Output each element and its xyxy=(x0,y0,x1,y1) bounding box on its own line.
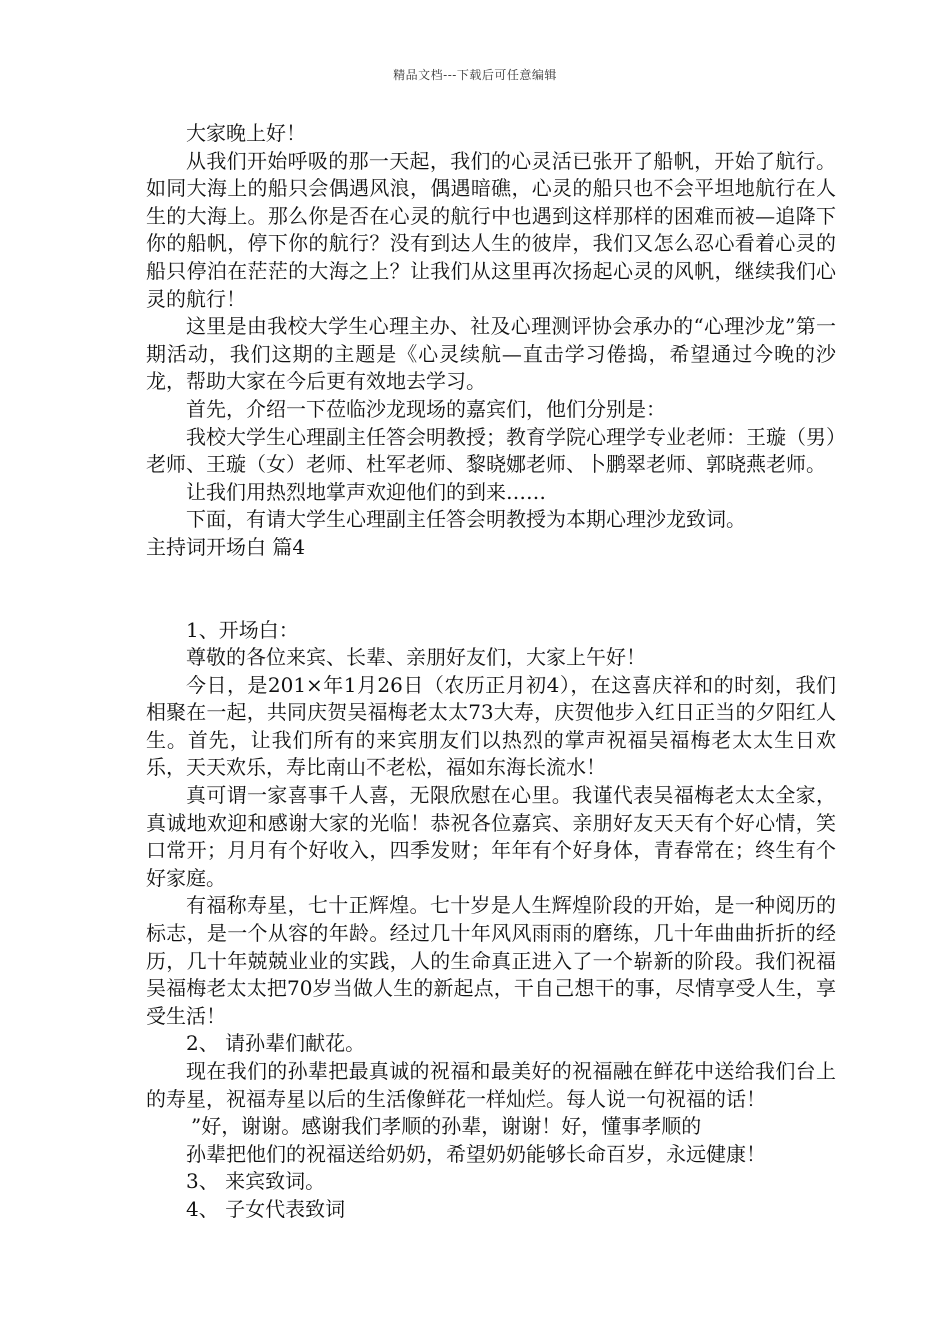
paragraph: 孙辈把他们的祝福送给奶奶，希望奶奶能够长命百岁，永远健康！ xyxy=(186,1141,766,1166)
page-header: 精品文档---下载后可任意编辑 xyxy=(393,68,557,82)
list-item: 1、开场白： xyxy=(186,617,299,642)
paragraph: 我校大学生心理副主任答会明教授；教育学院心理学专业老师：王璇（男）老师、王璇（女）老师、杜军老师、黎晓娜老师、卜鹏翠老师、郭晓燕老师。 xyxy=(146,424,836,477)
paragraph: ”好，谢谢。感谢我们孝顺的孙辈，谢谢！好，懂事孝顺的 xyxy=(191,1114,702,1139)
paragraph: 首先，介绍一下莅临沙龙现场的嘉宾们，他们分别是： xyxy=(186,396,666,421)
paragraph: 真可谓一家喜事千人喜，无限欣慰在心里。我谨代表吴福梅老太太全家，真诚地欢迎和感谢大家的光临！恭祝各位嘉宾、亲朋好友天天有个好心情，笑口常开；月月有个好收入，四季发财；年年有个好身体，青春常在；终生有个好家庭。 xyxy=(146,783,836,890)
paragraph: 从我们开始呼吸的那一天起，我们的心灵活已张开了船帆，开始了航行。如同大海上的船只会偶遇风浪，偶遇暗礁，心灵的船只也不会平坦地航行在人生的大海上。那么你是否在心灵的航行中也遇到这样那样的困难而被—追降下你的船帆，停下你的航行？没有到达人生的彼岸，我们又怎么忍心看着心灵的船只停泊在茫茫的大海之上？让我们从这里再次扬起心灵的风帆，继续我们心灵的航行！ xyxy=(146,148,836,311)
paragraph: 今日，是201×年1月26日（农历正月初4），在这喜庆祥和的时刻，我们相聚在一起，共同庆贺吴福梅老太太73大寿，庆贺他步入红日正当的夕阳红人生。首先，让我们所有的来宾朋友们以热烈的掌声祝福吴福梅老太太生日欢乐，天天欢乐，寿比南山不老松，福如东海长流水！ xyxy=(146,672,836,780)
list-item: 3、 来宾致词。 xyxy=(186,1169,326,1194)
list-item: 4、 子女代表致词 xyxy=(186,1196,346,1221)
paragraph: 尊敬的各位来宾、长辈、亲朋好友们，大家上午好！ xyxy=(186,645,646,670)
list-item: 2、 请孙辈们献花。 xyxy=(186,1031,366,1056)
paragraph: 有福称寿星，七十正辉煌。七十岁是人生辉煌阶段的开始，是一种阅历的标志，是一个从容的年龄。经过几十年风风雨雨的磨练，几十年曲曲折折的经历，几十年兢兢业业的实践，人的生命真正进入了一个崭新的阶段。我们祝福吴福梅老太太把70岁当做人生的新起点，干自己想干的事，尽情享受人生，享受生活！ xyxy=(146,893,836,1028)
paragraph: 下面，有请大学生心理副主任答会明教授为本期心理沙龙致词。 xyxy=(186,507,746,532)
greeting: 大家晚上好！ xyxy=(186,121,306,145)
document-body xyxy=(146,120,836,1224)
paragraph: 现在我们的孙辈把最真诚的祝福和最美好的祝福融在鲜花中送给我们台上的寿星，祝福寿星以后的生活像鲜花一样灿烂。每人说一句祝福的话！ xyxy=(146,1059,836,1111)
paragraph: 这里是由我校大学生心理主办、社及心理测评协会承办的“心理沙龙”第一期活动，我们这期的主题是《心灵续航—直击学习倦捣，希望通过今晚的沙龙，帮助大家在今后更有效地去学习。 xyxy=(146,314,836,394)
section-gap xyxy=(146,562,836,617)
paragraph: 让我们用热烈地掌声欢迎他们的到来…… xyxy=(186,479,546,504)
section-title: 主持词开场白 篇4 xyxy=(146,534,306,559)
